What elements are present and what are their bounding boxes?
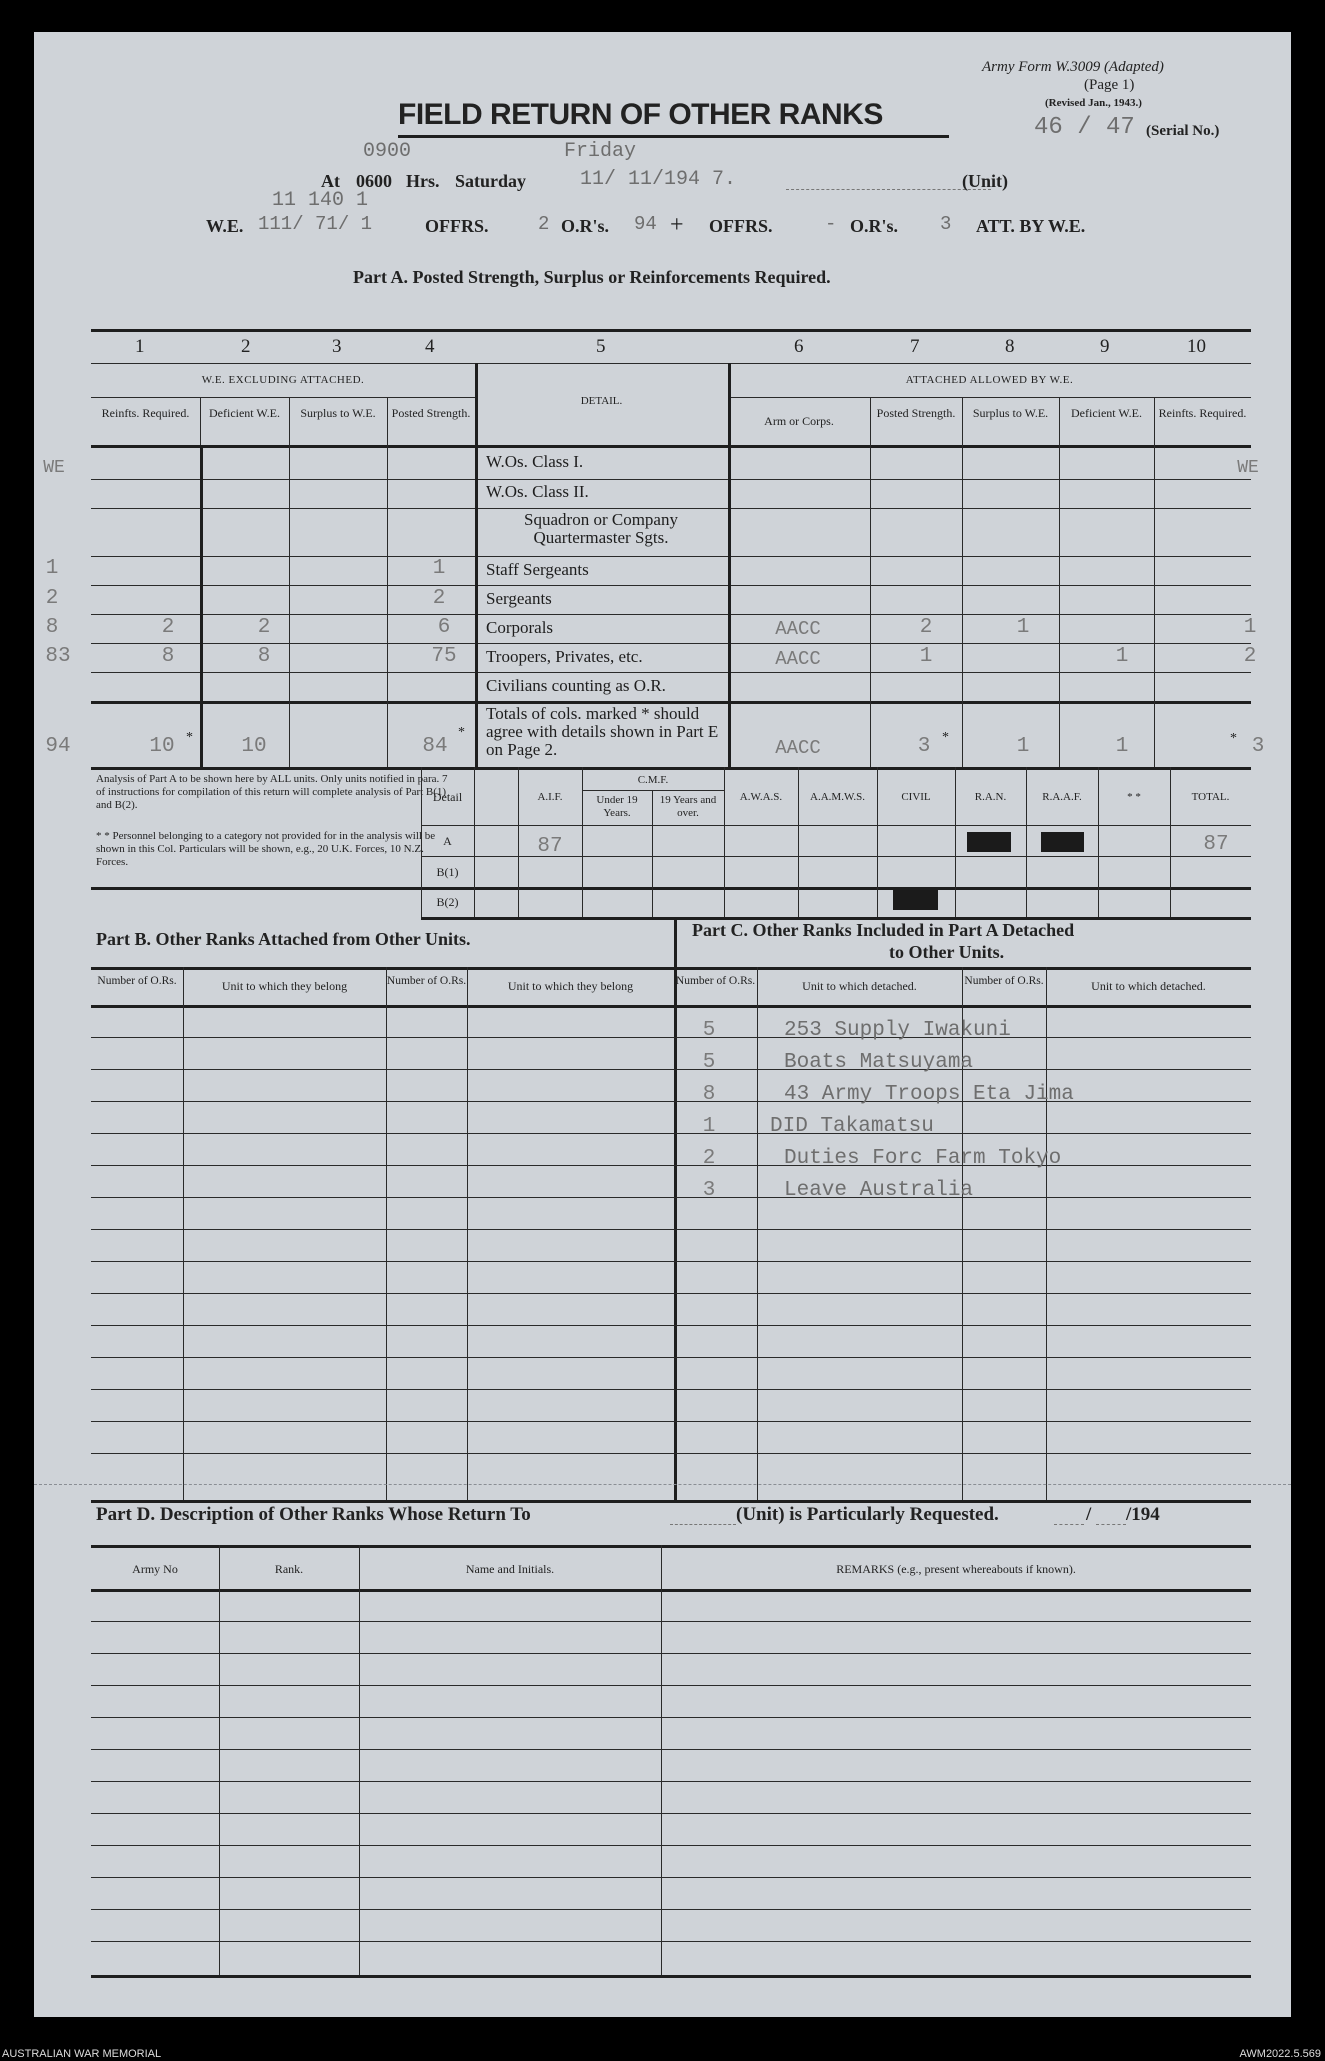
part-c-entry-6-unit: Leave Australia [784,1179,974,1202]
part-c-unit-header-1: Unit to which detached. [802,979,917,993]
posted-strength-header: Posted Strength. [391,406,471,420]
row-troopers: Troopers, Privates, etc. [486,647,643,666]
plus-sign: + [670,212,684,238]
part-d-title-d: /194 [1126,1504,1160,1525]
ran-header: R.A.N. [974,791,1007,803]
col-num-10: 10 [1187,336,1206,357]
serial-label: (Serial No.) [1146,123,1220,139]
at-label: At [321,171,340,191]
col-num-2: 2 [241,336,251,357]
date-value: 11/ 11/194 7. [580,168,737,191]
attached-allowed-header: ATTACHED ALLOWED BY W.E. [905,374,1074,386]
total-att-reinfts-star: * [1230,731,1237,746]
total-margin: 94 [45,735,71,758]
raaf-header: R.A.A.F. [1042,791,1082,803]
analysis-a-aif: 87 [537,835,563,858]
col-num-4: 4 [425,336,435,357]
corporals-att-posted: 2 [919,616,933,639]
part-d-army-no-header: Army No [132,1562,178,1576]
part-d-title-b: (Unit) is Particularly Requested. [736,1504,999,1525]
part-b-unit-header-1: Unit to which they belong [221,979,348,993]
we-excluding-header: W.E. EXCLUDING ATTACHED. [201,374,365,386]
form-title: FIELD RETURN OF OTHER RANKS [398,98,883,131]
analysis-note-2: * * Personnel belonging to a category not provided for in the analysis will be shown in this Col. Particulars will be shown, e.g., 20 U.K. Forces, 10 N.Z. Forces. [96,830,436,868]
corporals-att-reinfts: 1 [1243,616,1257,639]
ors2-value: 3 [940,213,952,235]
perforation-line [34,1484,1291,1485]
row-civilians: Civilians counting as O.R. [486,676,666,695]
col-num-9: 9 [1100,336,1110,357]
part-c-entry-2-unit: Boats Matsuyama [784,1051,974,1074]
redaction-civil-b2 [893,890,938,910]
typed-time: 0900 [363,140,412,163]
reinfts-required-header: Reinfts. Required. [101,406,190,420]
troopers-arm: AACC [775,648,821,670]
analysis-detail-header: Detail [432,790,463,804]
we-label: W.E. [206,216,244,236]
footer-accession: AWM2022.5.569 [1239,2048,1321,2060]
col-num-8: 8 [1005,336,1015,357]
part-c-title-1: Part C. Other Ranks Included in Part A Detached [692,920,1075,940]
total-att-posted-star: * [942,730,949,745]
troopers-reinfts: 8 [161,645,175,668]
part-c-entry-3-unit: 43 Army Troops Eta Jima [784,1083,1074,1106]
part-c-entry-2-num: 5 [702,1051,716,1074]
total-att-posted: 3 [917,735,931,758]
att-surplus-header: Surplus to W.E. [972,406,1049,420]
total-arm: AACC [775,737,821,759]
part-b-num-header-2: Number of O.Rs. [386,975,467,987]
total-reinfts: 10 [149,735,175,758]
col-num-7: 7 [910,336,920,357]
we-typed-above: 11 140 1 [272,189,369,212]
troopers-att-reinfts: 2 [1243,645,1257,668]
margin-corporals: 8 [45,616,59,639]
col-num-1: 1 [135,336,145,357]
staff-sgt-posted: 1 [432,557,446,580]
att-label: ATT. BY W.E. [976,216,1086,236]
part-d-rank-header: Rank. [274,1562,304,1576]
part-d-remarks-header: REMARKS (e.g., present whereabouts if known). [836,1562,1076,1576]
part-c-entry-4-unit: DID Takamatsu [770,1115,934,1138]
ors2-label: O.R's. [850,216,899,236]
part-c-entry-5-unit: Duties Forc Farm Tokyo [784,1147,1062,1170]
row-wos-class-2: W.Os. Class II. [486,482,589,501]
printed-day: Saturday [455,171,527,191]
typed-day: Friday [564,140,637,163]
analysis-row-b1: B(1) [436,865,459,879]
total-header: TOTAL. [1191,791,1230,803]
we-value: 111/ 71/ 1 [258,213,373,235]
col-num-5: 5 [596,336,606,357]
part-d-title-a: Part D. Description of Other Ranks Whose Return To [96,1504,531,1525]
other-category-header: * * [1127,791,1141,803]
margin-we-right: WE [1237,458,1259,478]
part-c-entry-1-num: 5 [702,1019,716,1042]
total-deficient: 10 [241,735,267,758]
offrs2-label: OFFRS. [709,216,773,236]
row-corporals: Corporals [486,618,554,637]
analysis-row-b2: B(2) [436,895,459,909]
part-c-entry-1-unit: 253 Supply Iwakuni [784,1019,1011,1042]
unit-label: (Unit) [962,171,1008,191]
total-att-surplus: 1 [1016,735,1030,758]
sergeants-posted: 2 [432,587,446,610]
analysis-note-1: Analysis of Part A to be shown here by ALL units. Only units notified in para. 7 of instructions for compilation of this return will complete analysis of Part B(1) and B(2). [96,773,448,811]
row-sergeants: Sergeants [486,589,552,608]
margin-staff-sgt: 1 [45,557,59,580]
surplus-we-header: Surplus to W.E. [300,406,376,420]
total-reinfts-star: * [186,730,193,745]
att-reinfts-header: Reinfts. Required. [1158,406,1247,420]
offrs-label: OFFRS. [425,216,489,236]
army-form-label: Army Form W.3009 (Adapted) [982,59,1164,75]
corporals-att-surplus: 1 [1016,616,1030,639]
total-posted-star: * [458,725,465,740]
corporals-posted: 6 [437,616,451,639]
att-posted-strength-header: Posted Strength. [876,406,956,420]
redaction-raaf-a [1041,832,1084,852]
corporals-arm: AACC [775,618,821,640]
over-19-header: 19 Years and over. [659,794,717,819]
revised-label: (Revised Jan., 1943.) [1045,97,1142,109]
arm-corps-header: Arm or Corps. [764,414,834,428]
part-d-name-header: Name and Initials. [465,1562,555,1576]
troopers-posted: 75 [431,645,457,668]
row-totals: Totals of cols. marked * should agree with details shown in Part E on Page 2. [486,704,719,759]
row-staff-sergeants: Staff Sergeants [486,560,589,579]
deficient-we-header: Deficient W.E. [209,406,280,420]
analysis-row-a: A [443,834,452,848]
corporals-reinfts: 2 [161,616,175,639]
cmf-header: C.M.F. [637,774,669,786]
row-wos-class-1: W.Os. Class I. [486,452,584,471]
detail-header: DETAIL. [580,395,623,407]
offrs2-value: - [825,213,837,235]
troopers-att-deficient: 1 [1115,645,1129,668]
offrs-value: 2 [538,213,550,235]
part-c-entry-3-num: 8 [702,1083,716,1106]
col-num-3: 3 [332,336,342,357]
corporals-deficient: 2 [257,616,271,639]
part-b-title: Part B. Other Ranks Attached from Other Units. [96,929,471,949]
part-c-title-2: to Other Units. [889,942,1005,962]
part-c-unit-header-2: Unit to which detached. [1091,979,1206,993]
part-c-entry-5-num: 2 [702,1147,716,1170]
ors-value: 94 [634,213,657,235]
awas-header: A.W.A.S. [739,791,783,803]
analysis-a-total: 87 [1203,833,1229,856]
margin-sergeants: 2 [45,587,59,610]
part-b-unit-header-2: Unit to which they belong [507,979,634,993]
troopers-att-posted: 1 [919,645,933,668]
footer-credit: AUSTRALIAN WAR MEMORIAL [2,2048,162,2060]
part-c-num-header-2: Number of O.Rs. [964,975,1044,987]
part-a-title: Part A. Posted Strength, Surplus or Reinforcements Required. [353,267,831,287]
page-label: (Page 1) [1084,77,1135,93]
aif-header: A.I.F. [537,791,563,803]
col-num-6: 6 [794,336,804,357]
total-att-reinfts: 3 [1251,735,1265,758]
serial-number: 46 / 47 [1034,114,1135,141]
form-sheet [34,32,1291,2017]
troopers-deficient: 8 [257,645,271,668]
att-deficient-header: Deficient W.E. [1071,406,1142,420]
hrs-label: Hrs. [406,171,440,191]
part-d-title-c: / [1086,1504,1092,1525]
part-c-num-header-1: Number of O.Rs. [675,975,756,987]
redaction-ran-a [967,832,1011,852]
part-c-entry-6-num: 3 [702,1179,716,1202]
ors-label: O.R's. [561,216,610,236]
margin-we-left: WE [43,458,65,478]
margin-troopers: 83 [45,645,71,668]
civil-header: CIVIL [901,791,931,803]
printed-time: 0600 [356,171,392,191]
part-b-num-header-1: Number of O.Rs. [97,975,177,987]
part-c-entry-4-num: 1 [702,1115,716,1138]
aamws-header: A.A.M.W.S. [810,791,865,803]
total-posted: 84 [422,735,448,758]
row-quartermaster-sgts: Squadron or Company Quartermaster Sgts. [524,510,678,547]
total-att-deficient: 1 [1115,735,1129,758]
under-19-header: Under 19 Years. [596,794,638,819]
